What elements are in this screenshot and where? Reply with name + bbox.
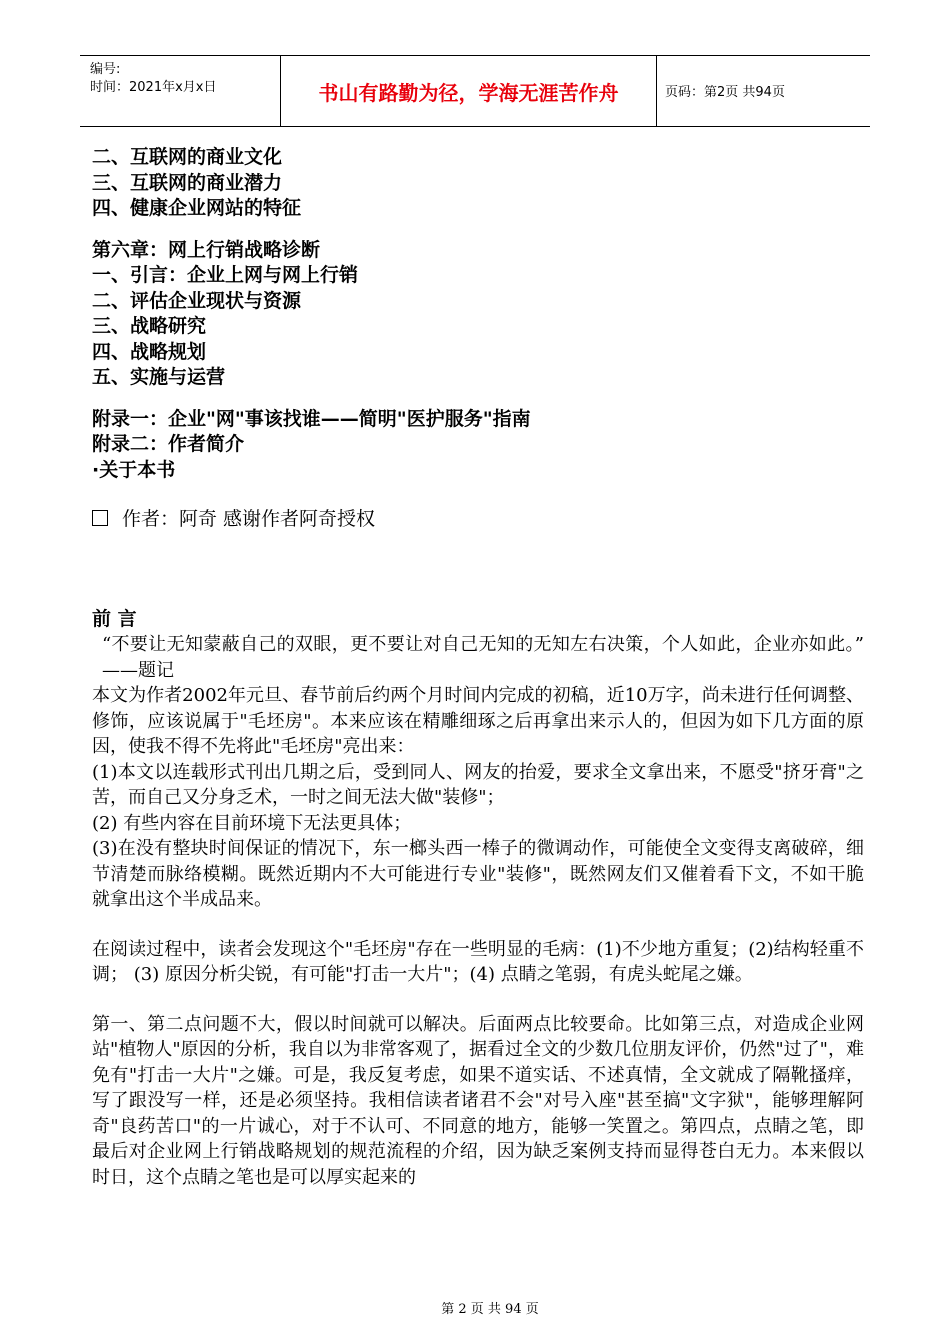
toc-about: ·关于本书 (92, 458, 176, 481)
author-text: 作者：阿奇 感谢作者阿奇授权 (122, 508, 376, 530)
toc-item: 四、健康企业网站的特征 (92, 197, 302, 219)
preface-epigraph: “不要让无知蒙蔽自己的双眼，更不要让对自己无知的无知左右决策，个人如此，企业亦如此。” ——题记 (102, 634, 864, 681)
toc-item: 二、评估企业现状与资源 (92, 289, 302, 312)
header-date: 时间：2021年x月x日 (90, 80, 217, 95)
toc-group-3 (92, 407, 864, 484)
page-header (80, 55, 870, 127)
toc-group-1 (92, 145, 864, 222)
header-page-number: 页码：第2页 共94页 (665, 85, 785, 100)
toc-item: 二、互联网的商业文化 (92, 146, 283, 168)
header-meta (90, 61, 216, 97)
paragraph: (1)本文以连载形式刊出几期之后，受到同人、网友的抬爱，要求全文拿出来，不愿受"挤牙膏"之苦，而自己又分身乏术，一时之间无法大做"装修"； (92, 761, 864, 808)
page-content (92, 145, 864, 1190)
toc-appendix: 附录二：作者简介 (92, 433, 245, 455)
page-footer: 第 2 页 共 94 页 (441, 1302, 539, 1317)
toc-chapter-title: 第六章：网上行销战略诊断 (92, 238, 321, 261)
toc-item: 五、实施与运营 (92, 366, 226, 388)
paragraph: (2) 有些内容在目前环境下无法更具体； (92, 812, 412, 834)
toc-item: 三、战略研究 (92, 315, 207, 337)
toc-item: 四、战略规划 (92, 340, 207, 363)
toc-group-2 (92, 238, 864, 391)
paragraph: 第一、第二点问题不大，假以时间就可以解决。后面两点比较要命。比如第三点，对造成企业网站"植物人"原因的分析，我自以为非常客观了，据看过全文的少数几位朋友评价，仍然"过了"，难免有"打击一大片"之嫌。可是，我反复考虑，如果不道实话、不述真情，全文就成了隔靴搔痒，写了跟没写一样，还是必须坚持。我相信读者诸君不会"对号入座"甚至搞"文字狱"，能够理解阿奇"良药苦口"的一片诚心，对于不认可、不同意的地方，能够一笑置之。第四点，点睛之笔，即最后对企业网上行销战略规划的规范流程的介绍，因为缺乏案例支持而显得苍白无力。本来假以时日，这个点睛之笔也是可以厚实起来的 (92, 1013, 864, 1188)
header-motto-cell (280, 56, 657, 126)
preface-title: 前 言 (92, 608, 137, 630)
author-line (92, 507, 864, 532)
header-number-label: 编号: (90, 62, 121, 77)
header-motto: 书山有路勤为径，学海无涯苦作舟 (318, 80, 619, 105)
toc-item: 一、引言：企业上网与网上行销 (92, 264, 359, 286)
toc-item: 三、互联网的商业潜力 (92, 171, 283, 194)
toc-appendix: 附录一：企业"网"事该找谁——简明"医护服务"指南 (92, 407, 531, 430)
checkbox-square-icon (92, 510, 108, 526)
paragraph: 在阅读过程中，读者会发现这个"毛坯房"存在一些明显的毛病：(1)不少地方重复；(2)结构轻重不调； (3) 原因分析尖锐，有可能"打击一大片"；(4) 点睛之笔弱，有虎头蛇尾之嫌。 (92, 938, 864, 985)
paragraph: 本文为作者2002年元旦、春节前后约两个月时间内完成的初稿，近10万字，尚未进行任何调整、修饰，应该说属于"毛坯房"。本来应该在精雕细琢之后再拿出来示人的，但因为如下几方面的原因，使我不得不先将此"毛坯房"亮出来： (92, 685, 864, 757)
paragraph: (3)在没有整块时间保证的情况下，东一榔头西一棒子的微调动作，可能使全文变得支离破碎，细节清楚而脉络模糊。既然近期内不大可能进行专业"装修"，既然网友们又催着看下文，不如干脆就拿出这个半成品来。 (92, 838, 864, 910)
